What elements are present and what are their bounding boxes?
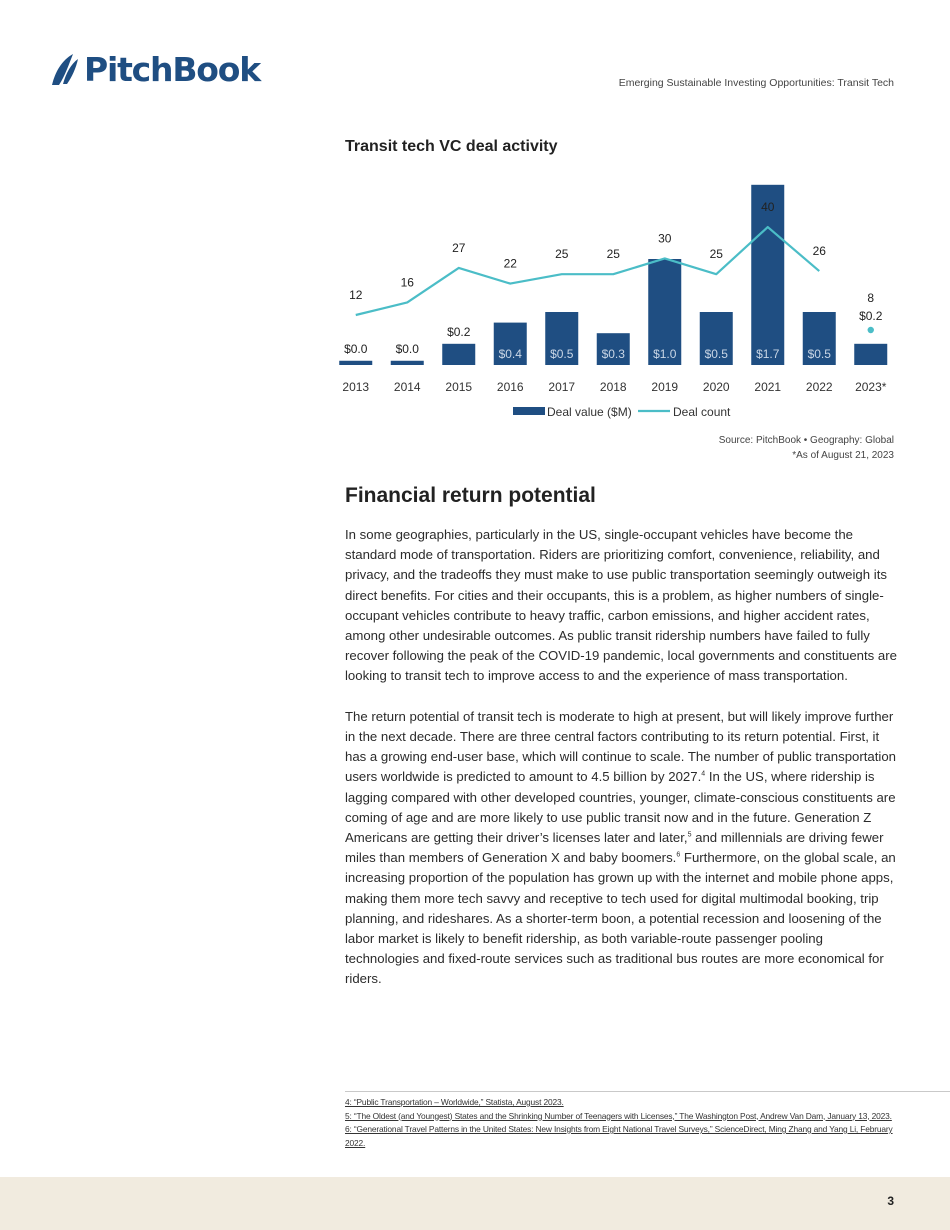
bar-label-2021: $1.7: [756, 347, 780, 361]
footnote-6[interactable]: 6: “Generational Travel Patterns in the United States: New Insights from Eight National Travel Surveys,” ScienceDirect, Ming Zhang and Yang Li, February 2022.: [345, 1124, 893, 1148]
x-tick-2018: 2018: [599, 380, 627, 394]
x-tick-2017: 2017: [548, 380, 576, 394]
x-tick-2020: 2020: [702, 380, 730, 394]
x-tick-2021: 2021: [754, 380, 782, 394]
deal-count-line: [356, 227, 820, 315]
bar-label-2013: $0.0: [344, 341, 368, 356]
footnote-divider: [345, 1091, 950, 1092]
page-footer: [0, 1177, 950, 1230]
x-tick-2015: 2015: [445, 380, 473, 394]
section-title: Financial return potential: [345, 484, 596, 507]
x-tick-2016: 2016: [496, 380, 524, 394]
footnote-ref-5[interactable]: 5: [687, 831, 692, 839]
paragraph-2-part-b: In the US, where ridership is lagging compared with other developed countries, younger, climate-conscious constituents are coming of age and are more likely to use public transit now and in the future. Generation Z Americans are getting their driver’s licenses later and later,: [345, 769, 896, 846]
paragraph-2-part-a: The return potential of transit tech is moderate to high at present, but will likely improve further in the next decade. There are three central factors contributing to its return potential. First, it has a growing end-user base, which will continue to scale. The number of public transportation users worldwide is predicted to amount to 4.5 billion by 2027.: [345, 708, 897, 785]
x-tick-2022: 2022: [805, 380, 833, 394]
paragraph-1: In some geographies, particularly in the US, single-occupant vehicles have become the standard mode of transportation. Riders are prioritizing comfort, convenience, reliability, and privacy, and the tradeoffs they must make to use public transportation seemingly outweigh its direct benefits. For cities and their occupants, this is a problem, as higher numbers of single-occupant vehicles contribute to heavy traffic, carbon emissions, and higher accident rates, among other undesirable outcomes. As public transit ridership numbers have failed to fully recover following the peak of the COVID-19 pandemic, local governments and constituents are looking to transit tech to improve access to and the experience of mass transportation.: [345, 527, 897, 684]
bar-label-2018: $0.3: [601, 347, 625, 361]
bar-label-2015: $0.2: [447, 324, 471, 339]
x-tick-2023*: 2023*: [855, 380, 887, 394]
count-label-2014: 16: [400, 275, 414, 290]
x-tick-2013: 2013: [342, 380, 370, 394]
bar-label-2014: $0.0: [395, 341, 419, 356]
legend-swatch-deal-value: [513, 407, 545, 415]
body-text: [345, 525, 900, 1010]
chart-title: Transit tech VC deal activity: [345, 138, 558, 155]
bar-2013: [339, 361, 372, 365]
count-label-2019: 30: [658, 231, 672, 246]
count-label-2017: 25: [555, 247, 569, 262]
footnote-ref-6[interactable]: 6: [676, 851, 681, 859]
running-head: Emerging Sustainable Investing Opportunities: Transit Tech: [618, 77, 894, 89]
x-tick-2014: 2014: [393, 380, 421, 394]
bar-2023*: [854, 344, 887, 365]
footnote-ref-4[interactable]: 4: [701, 771, 706, 779]
page-number: 3: [887, 1194, 894, 1208]
source-note: *As of August 21, 2023: [792, 450, 894, 461]
footnotes: [345, 1096, 905, 1150]
chart-source: [719, 433, 894, 463]
count-label-2023*: 8: [867, 291, 875, 305]
source-line: Source: PitchBook • Geography: Global: [718, 435, 894, 446]
legend-label-deal-count: Deal count: [673, 405, 731, 419]
deal-count-point-2023: [868, 327, 874, 333]
bar-2015: [442, 344, 475, 365]
legend-label-deal-value: Deal value ($M): [547, 405, 632, 419]
footnote-5[interactable]: 5: “The Oldest (and Youngest) States and the Shrinking Number of Teenagers with Licenses,” The Washington Post, Andrew Van Dam, January 13, 2023.: [345, 1110, 892, 1121]
count-label-2021: 40: [761, 200, 775, 215]
count-label-2016: 22: [503, 256, 517, 271]
bar-label-2022: $0.5: [807, 347, 831, 361]
logo-wordmark: PitchBook: [84, 50, 260, 89]
bar-label-2019: $1.0: [653, 347, 677, 361]
footnote-4[interactable]: 4: “Public Transportation – Worldwide,” Statista, August 2023.: [345, 1097, 564, 1107]
count-label-2018: 25: [606, 247, 620, 262]
bar-label-2016: $0.4: [498, 347, 522, 361]
pitchbook-logo: [50, 50, 260, 89]
paragraph-2-part-c: and millennials are driving fewer miles than members of Generation X and baby boomers.: [345, 830, 884, 866]
deal-activity-chart: [330, 160, 910, 428]
count-label-2015: 27: [452, 240, 466, 255]
bar-label-2023*: $0.2: [859, 309, 883, 323]
bar-2014: [391, 361, 424, 365]
x-tick-2019: 2019: [651, 380, 679, 394]
paragraph-2-part-d: Furthermore, on the global scale, an increasing proportion of the population has grown up with the internet and mobile phone apps, making them more tech savvy and receptive to tech used for digital multimodal booking, trip planning, and rideshares. As a shorter-term boon, a potential recession and loosening of the labor market is likely to benefit ridership, as both variable-route passenger pooling technologies and fixed-route services such as traditional bus routes are more economical for riders.: [345, 850, 896, 987]
count-label-2022: 26: [812, 244, 826, 259]
bar-label-2017: $0.5: [550, 347, 574, 361]
count-label-2013: 12: [349, 288, 363, 302]
bar-label-2020: $0.5: [704, 347, 728, 361]
pitchbook-leaf-icon: [50, 52, 80, 88]
count-label-2020: 25: [709, 247, 723, 262]
paragraph-2: [345, 707, 900, 990]
